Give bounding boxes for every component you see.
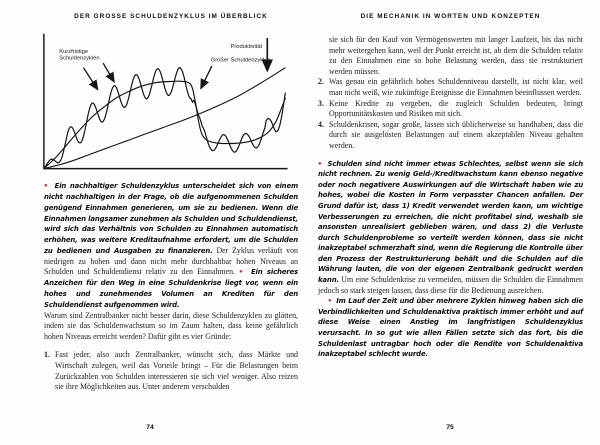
left-page-number: 74 <box>146 424 154 431</box>
principle-text: Im Lauf der Zeit und über mehrere Zyklen hinweg haben sich die Verbindlichkeiten und Schuldenaktiva praktisch immer erhöht und auf diese Weise einen Anstieg im langfristigen Schuldenzyklus verursacht. In so gut wie allen Fällen setzte sich das fort, bis die Schuldenlast untragbar hoch oder die Rendite von Schuldenaktiva inakzeptabel schlecht wurde. <box>318 297 584 359</box>
short-term-cycles-curve <box>44 68 286 169</box>
right-page-number: 75 <box>446 424 454 431</box>
productivity-curve <box>44 68 286 169</box>
label-productivity: Produktivität <box>230 43 263 50</box>
item-text: Was genau ein gefährlich hohes Schuldenniveau darstellt, ist nicht klar, weil man nicht weiß, wie zukünftige Ereignisse die Einnahmen beeinflussen werden. <box>329 77 583 97</box>
item-text: sie sich für den Kauf von Vermögenswerten mit langer Laufzeit, bis das nicht mehr weitergehen kann, weil der Punkt erreicht ist, ab dem die Schulden relativ zu den Einnahmen eine so hohe Belastung werden, dass sie restrukturiert werden müssen. <box>329 35 583 76</box>
numbered-item-3 <box>318 99 583 120</box>
item-text: Schuldenkrisen, sogar große, lassen sich üblicherweise so handhaben, dass die durch sie ausgelösten Belastungen auf einem akzeptablen Niveau gehalten werden. <box>329 119 583 150</box>
item-number: 1. <box>44 350 50 360</box>
principle-paragraph <box>318 296 583 360</box>
body-paragraph: Warum sind Zentralbanker nicht besser darin, diese Schuldenzyklen zu glätten, indem sie das Schuldenwachstum so im Zaum halten, dass keine gefährlich hohen Niveaus erreicht werden? Dafür gibt es vier Gründe: <box>44 310 298 342</box>
body-text-run: Um eine Schuldenkrise zu vermeiden, müssen die Schulden die Einnahmen jedoch so stark steigen lassen, dass diese für die Bedienung ausreichen. <box>318 275 583 295</box>
numbered-item-1 <box>44 350 298 393</box>
big-debt-cycle-curve <box>44 81 286 168</box>
page-right <box>300 0 600 445</box>
label-big-debt-cycle: Großer Schuldenzyklus <box>210 57 271 64</box>
numbered-item-1-continuation <box>318 35 583 77</box>
right-body-text <box>318 35 583 360</box>
debt-cycle-chart <box>34 27 292 174</box>
principle-bullet-icon: ● <box>239 269 245 276</box>
principle-bullet-icon: ● <box>44 183 50 190</box>
left-body-text <box>44 181 298 393</box>
label-short-term-cycles-line2: Schuldenzyklen <box>59 55 100 62</box>
short-term-arrow-2-icon <box>103 63 114 82</box>
numbered-item-2 <box>318 77 583 98</box>
item-number: 4. <box>318 119 324 129</box>
principle-text: Ein sicheres Anzeichen für den Weg in eine Schuldenkrise liegt vor, wenn ein hohes und zunehmendes Volumen an Krediten für den Schuldendienst aufgenommen wird. <box>44 268 299 309</box>
principle-text: Ein nachhaltiger Schuldenzyklus unterscheidet sich von einem nicht nachhaltigen in der Frage, ob die aufgenommenen Schulden genügend Einnahmen generieren, um sie zu bedienen. Wenn die Einnahmen langsamer zunehmen als Schulden und Schuldendienst, wird sich das Verhältnis von Schulden zu Einnahmen automatisch erhöhen, was weitere Kreditaufnahme erfordert, um die Schulden zu bedienen und Ausgaben zu finanzieren. <box>44 182 298 255</box>
principle-text: Schulden sind nicht immer etwas Schlechtes, selbst wenn sie sich nicht rechnen. Zu wenig Geld-/Kreditwachstum kann ebenso negative oder noch negativere Auswirkungen auf die Wirtschaft haben wie zu hohes, wobei die Kosten in Form verpasster Chancen anfallen. Der Grund dafür ist, dass 1) Kredit verwendet werden kann, um wichtige Verbesserungen zu erreichen, die nicht profitabel sind, weshalb sie ansonsten unrealisiert geblieben wären, und dass 2) die Verluste durch Schuldenprobleme so verteilt werden können, dass sie nicht inakzeptabel schmerzhaft sind, wenn die Regierung die Kontrolle über den Prozess der Restrukturierung behält und die Schulden auf die Währung lauten, die von der eigenen Zentralbank gedruckt werden kann. <box>318 159 583 285</box>
left-running-head: DER GROSSE SCHULDENZYKLUS IM ÜBERBLICK <box>74 13 268 20</box>
right-running-head: DIE MECHANIK IN WORTEN UND KONZEPTEN <box>360 13 541 20</box>
big-cycle-arrow-icon <box>201 66 212 89</box>
item-number: 2. <box>318 77 324 87</box>
principle-paragraph <box>44 181 298 311</box>
principle-bullet-icon: ● <box>328 298 332 305</box>
principle-paragraph <box>318 159 583 297</box>
item-text: Keine Kredite zu vergeben, die zugleich Schulden bedeuten, bringt Opportunitätskosten und Risiken mit sich. <box>329 98 583 119</box>
item-number <box>318 35 329 77</box>
numbered-item-4 <box>318 120 583 152</box>
debt-cycle-chart-svg <box>34 27 292 174</box>
item-text: Fast jeder, also auch Zentralbanker, wünscht sich, dass Märkte und Wirtschaft zulegen, weil das Vorteile bringt – Für die Belastungen beim Zurückzahlen von Schulden interessieren sie sich viel weniger. Also reizen sie ihre Möglichkeiten aus. Unter anderem verschulden <box>55 350 298 392</box>
principle-bullet-icon: ● <box>318 160 323 167</box>
body-text-run: Der Zyklus verläuft von niedrigen zu hohen und dann nicht mehr durchhaltbar hohen Niveaus an Schulden und Schuldendienst relativ zu den Einnahmen. <box>44 245 298 277</box>
short-term-arrow-1-icon <box>83 68 97 90</box>
label-short-term-cycles-line1: Kurzfristige <box>59 48 89 55</box>
item-number: 3. <box>318 98 324 108</box>
